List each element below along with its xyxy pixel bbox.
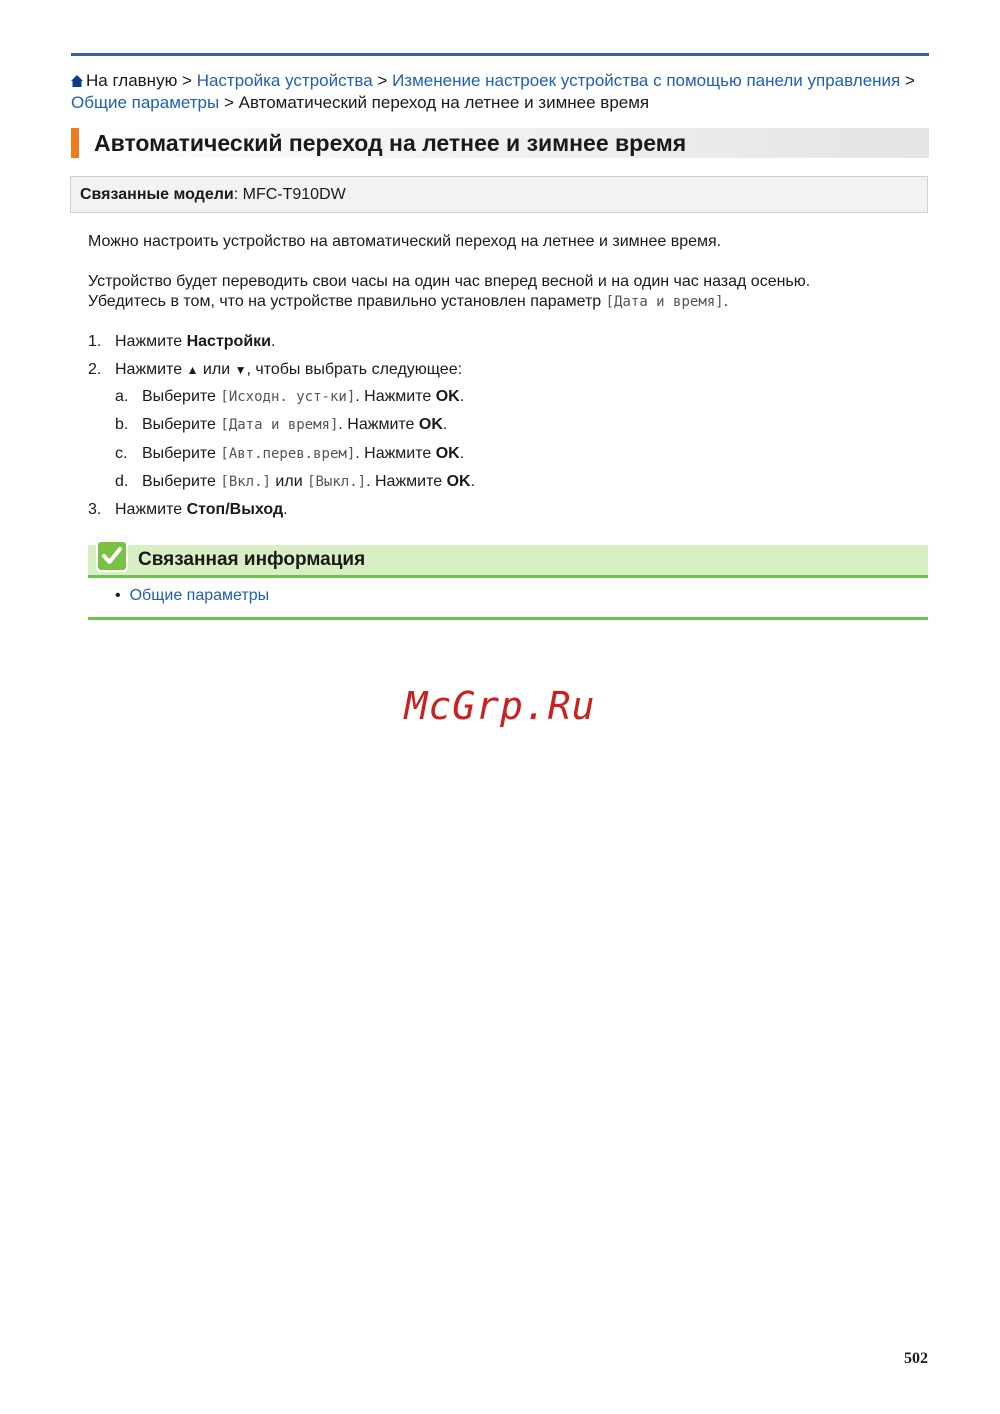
ok-button-label: OK [435,445,460,462]
menu-code: [Дата и время] [220,417,339,433]
page-title-bar [71,128,929,158]
breadcrumb-separator: > [372,71,393,90]
ok-button-label: OK [418,416,443,433]
step-text: . Нажмите [355,388,436,405]
substep-a [115,387,464,407]
title-accent-bar [71,128,79,158]
related-information-title: Связанная информация [138,549,366,570]
substep-c [115,444,464,464]
step-text: Нажмите [115,361,187,378]
related-models-value: : MFC-T910DW [233,186,346,203]
step-number: 2. [88,361,102,378]
related-models-box [70,176,928,213]
menu-code: [Авт.перев.врем] [220,446,356,462]
note-paragraph [88,272,888,312]
step-punct: . [459,388,465,405]
breadcrumb-link-change-settings[interactable]: Изменение настроек устройства с помощью панели управления [392,71,901,90]
step-3 [88,500,288,520]
related-bottom-rule [88,617,928,620]
substep-b [115,415,447,435]
step-text: Нажмите [115,333,187,350]
substep-d [115,472,475,492]
home-icon[interactable] [71,75,83,87]
ok-button-label: OK [435,388,460,405]
step-punct: . [283,501,288,518]
step-1 [88,332,275,352]
date-time-code: [Дата и время] [605,294,724,310]
intro-paragraph: Можно настроить устройство на автоматический переход на летнее и зимнее время. [88,233,722,250]
menu-code: [Исходн. уст-ки] [220,389,356,405]
step-text: Выберите [142,473,221,490]
breadcrumb-separator: > [177,71,197,90]
up-arrow-icon: ▲ [186,363,199,377]
substep-letter: d. [115,473,129,490]
step-text: Выберите [142,416,221,433]
breadcrumb-current: Автоматический переход на летнее и зимнее время [238,93,650,112]
breadcrumb-separator: > [219,93,239,112]
step-text: Выберите [142,445,221,462]
page-number: 502 [904,1350,928,1367]
step-text: , чтобы выбрать следующее: [246,361,463,378]
related-information-header [88,545,928,578]
step-text: . Нажмите [355,445,436,462]
related-link-general-settings[interactable]: Общие параметры [129,587,270,604]
step-text: или [270,473,308,490]
menu-code-off: [Выкл.] [307,474,367,490]
step-punct: . [442,416,448,433]
ok-button-label: OK [446,473,471,490]
substep-letter: a. [115,388,129,405]
breadcrumb-link-general-settings[interactable]: Общие параметры [71,93,220,112]
down-arrow-icon: ▼ [234,363,247,377]
check-icon [98,542,126,570]
stop-exit-button-label: Стоп/Выход [186,501,284,518]
related-information-section [88,545,928,619]
step-number: 1. [88,333,102,350]
menu-code-on: [Вкл.] [220,474,271,490]
substep-letter: c. [115,445,128,462]
step-text: . Нажмите [366,473,447,490]
breadcrumb-link-device-settings[interactable]: Настройка устройства [196,71,373,90]
step-text: Нажмите [115,501,187,518]
note-end: . [723,293,729,310]
step-2 [88,360,462,380]
top-rule [71,53,929,56]
page-title: Автоматический переход на летнее и зимнее время [94,130,687,156]
step-punct: . [459,445,465,462]
substep-letter: b. [115,416,129,433]
step-punct: . [271,333,276,350]
watermark: McGrp.Ru [404,684,596,728]
settings-button-label: Настройки [186,333,272,350]
breadcrumb [71,70,931,114]
step-text: . Нажмите [338,416,419,433]
breadcrumb-separator: > [900,71,915,90]
note-text: Устройство будет переводить свои часы на один час вперед весной и на один час назад осенью. Убедитесь в том, что на устройстве правильно установлен параметр [88,273,811,310]
breadcrumb-home-link[interactable]: На главную [86,71,178,90]
related-list-item [115,586,269,606]
step-punct: . [470,473,476,490]
step-number: 3. [88,501,102,518]
related-models-label: Связанные модели [80,186,234,203]
bullet: • [115,587,121,604]
step-text: Выберите [142,388,221,405]
step-text: или [198,361,235,378]
